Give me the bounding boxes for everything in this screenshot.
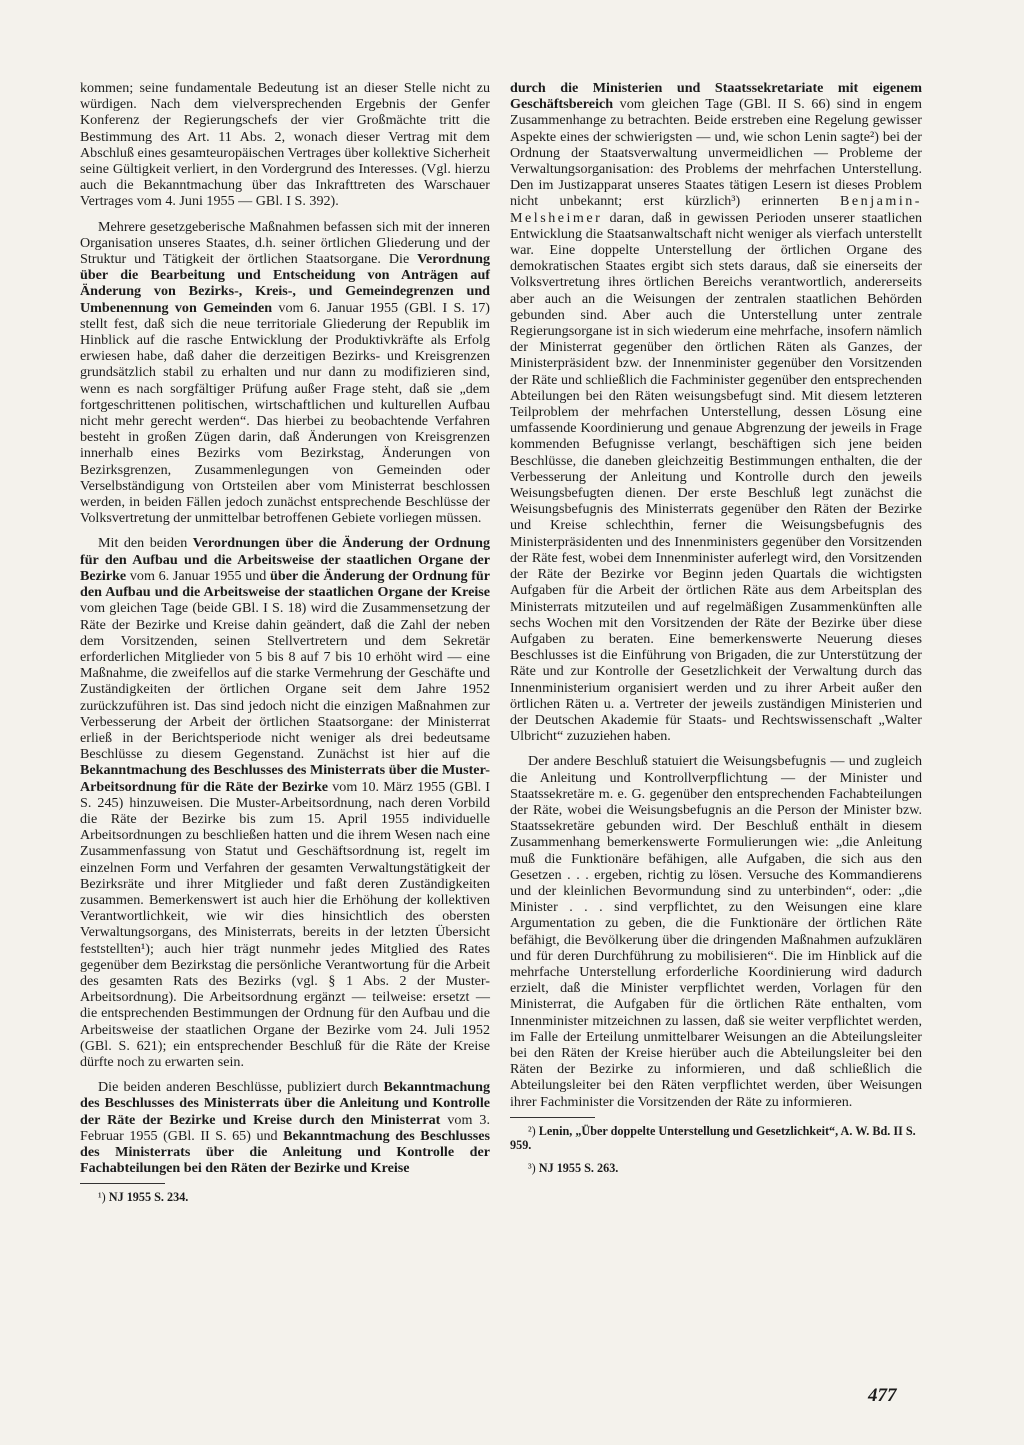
footnote-text: NJ 1955 S. 263.: [538, 1160, 619, 1175]
footnote-text: NJ 1955 S. 234.: [108, 1190, 189, 1205]
footnote: [510, 1161, 922, 1175]
text-run: vom gleichen Tage (beide GBl. I S. 18) wird die Zusammensetzung der Räte der Bezirke und Kreise dahin geändert, daß die Zahl der neben dem Vorsitzenden, seinen Stellvertretern und dem Sekretär erforderlichen Mitglieder von 5 bis 8 auf 7 bis 10 erhöht wird — eine Maßnahme, die zweifellos auf die starke Vermehrung der Geschäfte und Zuständigkeiten der örtlichen Organe seit dem Jahre 1952 zurückzuführen ist. Das sind jedoch nicht die einzigen Maßnahmen zur Verbesserung der Arbeit der örtlichen Staatsorgane: der Ministerrat erließ in der Berichtsperiode nicht weniger als drei bedeutsame Beschlüsse zu diesem Gegenstand. Zunächst ist hier auf die: [80, 600, 490, 763]
text-run: Der andere Beschluß statuiert die Weisungsbefugnis — und zugleich die Anleitung und Kontrollverpflichtung — der Minister und Staatssekretäre m. e. G. gegenüber den entsprechenden Fachabteilungen der Räte, wobei die Weisungsbefugnis an die Person der Minister bzw. Staatssekretäre gebunden wird. Der Beschluß enthält in diesem Zusammenhang bemerkenswerte Formulierungen wie: „die Anleitung muß die Funktionäre befähigen, alle Aufgaben, die sich aus den Gesetzen . . . ergeben, richtig zu lösen. Versuche des Kommandierens und der kleinlichen Bevormundung sind zu unterbinden“, oder: „die Minister . . . sind verpflichtet, zu den Weisungen eine klare Argumentation zu geben, die die Funktionäre der örtlichen Räte befähigt, die Bevölkerung über die dringenden Maßnahmen aufzuklären und für deren Durchführung zu mobilisieren“. Die im Hinblick auf die mehrfache Unterstellung erforderliche Koordinierung wird dadurch erzielt, daß die Minister verpflichtet werden, Vorlagen für den Ministerrat, die Aufgaben für die örtlichen Räte enthalten, vom Innenminister mitzeichnen zu lassen, daß sie weiter verpflichtet werden, im Falle der Erteilung unmittelbarer Weisungen an die Abteilungsleiter bei den Räten der Kreise hierüber auch die Abteilungsleiter bei den Räten der Bezirke zu informieren, und daß schließlich die Abteilungsleiter bei den Räten verpflichtet werden, über Weisungen ihrer Fachminister die Vorsitzenden der Räte zu informieren.: [510, 753, 922, 1110]
paragraph: [510, 753, 922, 1109]
paragraph: [80, 1079, 490, 1176]
text-run: vom 6. Januar 1955 (GBl. I S. 17) stellt fest, daß sich die neue territoriale Gliederung der Republik im Hinblick auf die rasche Entwicklung der Produktivkräfte als Erfolg erwiesen habe, daß daher die derzeitigen Bezirks- und Kreisgrenzen grundsätzlich stabil zu erhalten und nur dann zu modifizieren sind, wenn es nach sorgfältiger Prüfung außer Frage steht, daß sie „dem fortgeschrittenen politischen, wirtschaftlichen und kulturellen Aufbau nicht mehr gerecht werden“. Das hierbei zu beobachtende Verfahren besteht in großen Zügen darin, daß Änderungen von Kreisgrenzen innerhalb eines Bezirks vom Bezirkstag, Änderungen von Bezirksgrenzen, Zusammenlegungen von Gemeinden oder Verselbständigung von Ortsteilen aber vom Ministerrat beschlossen werden, in beiden Fällen jedoch zunächst entsprechende Beschlüsse der Volksvertretung der unmittelbar betroffenen Gebiete vorliegen müssen.: [80, 299, 490, 527]
bold-title: Bekanntmachung des Beschlusses des Ministerrats über die Anleitung und Kontrolle der Räte der Bezirke und Kreise durch den Ministerrat: [80, 1079, 490, 1128]
paragraph: [80, 535, 490, 1070]
text-run: Mit den beiden: [98, 535, 193, 552]
text-run: vom 6. Januar 1955 und: [126, 567, 271, 584]
footnote: [80, 1190, 490, 1204]
text-run: vom gleichen Tage (GBl. II S. 66) sind in engem Zusammenhange zu betrachten. Beide erstreben eine Regelung gewisser Aspekte eines der schwierigsten — und, wie schon Lenin sagte²) bei der Ordnung der Staatsverwaltung unvermeidlichen — Probleme der Verwaltungsorganisation: des Problems der mehrfachen Unterstellung. Den im Justizapparat unseres Staates tätigen Lesern ist dieses Problem nicht unbekannt; erst kürzlich³) erinnerten: [510, 96, 922, 210]
text-run: Die beiden anderen Beschlüsse, publiziert durch: [98, 1079, 384, 1096]
bold-title: Verordnung über die Bearbeitung und Entscheidung von Anträgen auf Änderung von Bezirks-, Kreis-, und Gemeindegrenzen und Umbenennung von Gemeinden: [80, 251, 490, 316]
text-run: vom 10. März 1955 (GBl. I S. 245) hinzuweisen. Die Muster-Arbeitsordnung, nach deren Vorbild die Räte der Bezirke bis zum 15. April 1955 individuelle Arbeitsordnungen zu beschließen hatten und die ihrem Wesen nach eine Zusammenfassung von Statut und Geschäftsordnung ist, regelt im einzelnen Form und Verfahren der gesamten Verwaltungstätigkeit der Bezirksräte und ihrer Mitglieder und faßt deren Zuständigkeiten zusammen. Bemerkenswert ist auch hier die Erhöhung der kollektiven Verantwortlichkeit, wie wir dies hinsichtlich des obersten Verwaltungsorgans, des Ministerrats, bereits in der letzten Übersicht feststellten¹); auch hier trägt nunmehr jedes Mitglied des Rates gegenüber dem Bezirkstag die persönliche Verantwortung für die Arbeit des gesamten Rats des Bezirks (vgl. § 1 Abs. 2 der Muster-Arbeitsordnung). Die Arbeitsordnung ergänzt — teilweise: ersetzt — die entsprechenden Bestimmungen der Ordnung für den Aufbau und die Arbeitsweise der staatlichen Organe der Bezirke vom 24. Juli 1952 (GBl. S. 621); ein entsprechender Beschluß für die Räte der Kreise dürfte noch zu erwarten sein.: [80, 778, 490, 1070]
text-run: vom 3. Februar 1955 (GBl. II S. 65) und: [80, 1111, 490, 1144]
paragraph: [80, 219, 490, 527]
bold-title: durch die Ministerien und Staatssekretariate mit eigenem Geschäftsbereich: [510, 80, 922, 113]
footnote-mark: ³): [528, 1160, 536, 1175]
footnote: [510, 1124, 922, 1152]
page-number: 477: [868, 1385, 897, 1406]
footnote-text: Lenin, „Über doppelte Unterstellung und Gesetzlichkeit“, A. W. Bd. II S. 959.: [510, 1123, 916, 1152]
footnote-divider: [510, 1117, 595, 1118]
spaced-names: Benjamin-Melsheimer: [510, 193, 922, 226]
paragraph: [80, 80, 490, 210]
bold-title: Bekanntmachung des Beschlusses des Ministerrats über die Anleitung und Kontrolle der Fachabteilungen bei den Räten der Bezirke und Kreise: [80, 1127, 490, 1177]
footnote-mark: ¹): [98, 1190, 106, 1205]
paragraph: [510, 80, 922, 744]
text-run: daran, daß in gewissen Perioden unserer staatlichen Entwicklung die Staatsanwaltschaft nicht weniger als vierfach unterstellt war. Eine doppelte Unterstellung der örtlichen Organe des demokratischen Staates ergibt sich stets daraus, daß sie einerseits der Volksvertretung ihres örtlichen Bereichs verantwortlich, andererseits aber auch an die Weisungen der zentralen staatlichen Behörden gebunden sind. Aber auch die Unterstellung unter zentrale Regierungsorgane ist in sich wiederum eine mehrfache, insofern nämlich der Ministerrat gegenüber den örtlichen Räten als Ganzes, der Ministerpräsident bzw. der Innenminister gegenüber den Vorsitzenden der Räte und schließlich die Fachminister gegenüber den entsprechenden Abteilungen bei den Räten weisungsbefugt sind. Mit diesem letzteren Teilproblem der mehrfachen Unterstellung, dessen Lösung eine umfassende Koordinierung und genaue Abgrenzung der jeweils in Frage kommenden Befugnisse verlangt, beschäftigen sich jene beiden Beschlüsse, die daneben gleichzeitig Bestimmungen enthalten, die der Verbesserung der Anleitung und Kontrolle durch den jeweils Weisungsbefugten dienen. Der erste Beschluß legt zunächst die Weisungsbefugnis des Ministerrats gegenüber den Räten der Bezirke und Kreise schlechthin, ferner die Weisungsbefugnis des Ministerpräsidenten und des Innenministers gegenüber den Vorsitzenden der Räte fest, wobei dem Innenminister auferlegt wird, den Vorsitzenden der Räte der Bezirke vor Beginn jeden Quartals die wichtigsten Aufgaben für die Arbeit der örtlichen Räte aus dem Arbeitsplan des Ministerrats mitzuteilen und auf regelmäßigen Zusammenkünften alle sechs Wochen mit den Vorsitzenden der Räte der Bezirke über diese Aufgaben zu beraten. Eine bemerkenswerte Neuerung dieses Beschlusses ist die Einführung von Brigaden, die zur Unterstützung der Räte und zur Kontrolle der Gesetzlichkeit der Verwaltung durch das Innenministerium organisiert werden und zu ihrer Arbeit außer den örtlichen Räten u. a. Vertreter der jeweils zuständigen Ministerien und der Deutschen Akademie für Staats- und Rechtswissenschaft „Walter Ulbricht“ zuzuziehen haben.: [510, 209, 922, 745]
right-column: [510, 80, 922, 1175]
bold-title: über die Änderung der Ordnung für den Aufbau und die Arbeitsweise der staatlichen Organe der Kreise: [80, 567, 490, 601]
text-run: Mehrere gesetzgeberische Maßnahmen befassen sich mit der inneren Organisation unseres Staates, d.h. seiner örtlichen Gliederung und der Struktur und Tätigkeit der örtlichen Staatsorgane. Die: [80, 218, 490, 268]
bold-title: Bekanntmachung des Beschlusses des Ministerrats über die Muster-Arbeitsordnung für die Räte der Bezirke: [80, 762, 490, 795]
left-column: [80, 80, 490, 1204]
footnote-divider: [80, 1183, 165, 1184]
footnote-mark: ²): [528, 1123, 536, 1138]
bold-title: Verordnungen über die Änderung der Ordnung für den Aufbau und die Arbeitsweise der staatlichen Organe der Bezirke: [80, 535, 490, 584]
text-run: kommen; seine fundamentale Bedeutung ist an dieser Stelle nicht zu würdigen. Nach dem vielversprechenden Ergebnis der Genfer Konferenz der Regierungschefs der vier Großmächte tritt die Bestimmung des Art. 11 Abs. 2, wonach dieser Vertrag mit dem Abschluß eines gesamteuropäischen Vertrages über kollektive Sicherheit seine Gültigkeit verliert, in den Vordergrund des Interesses. (Vgl. hierzu auch die Bekanntmachung über das Inkrafttreten des Warschauer Vertrages vom 4. Juni 1955 — GBl. I S. 392).: [80, 80, 490, 210]
